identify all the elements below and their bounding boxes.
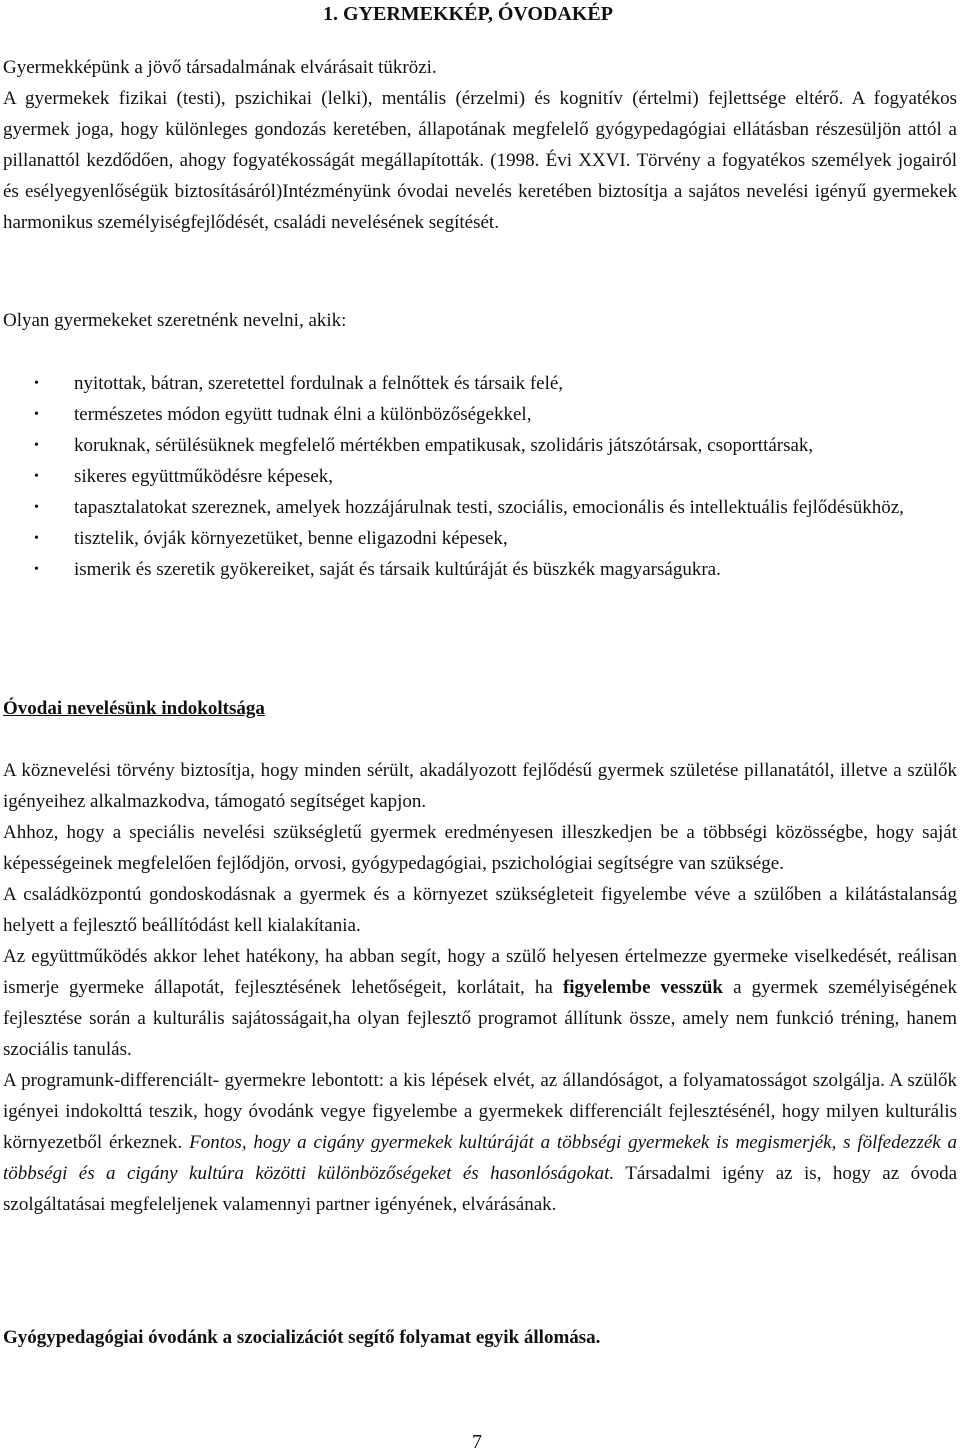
bullet-icon: • bbox=[34, 407, 39, 422]
paragraph-4-end: a gyermek személyiségének fejlesztése során a kulturális sajátosságait,ha olyan fejlesztő programot állítunk össze, amely nem funkció tréning, hanem szociális tanulás. bbox=[3, 977, 957, 1060]
list-item-text: koruknak, sérülésüknek megfelelő mértékben empatikusak, szolidáris játszótársak, csoporttársak, bbox=[74, 435, 814, 456]
chapter-title: 1. GYERMEKKÉP, ÓVODAKÉP bbox=[323, 3, 613, 25]
bullet-icon: • bbox=[34, 469, 39, 484]
section-paragraph-1: A köznevelési törvény biztosítja, hogy minden sérült, akadályozott fejlődésű gyermek születése pillanatától, illetve a szülők igényeihez alkalmazkodva, támogató segítséget kapjon. bbox=[3, 760, 957, 812]
section-paragraph-3: A családközpontú gondoskodásnak a gyermek és a környezet szükségleteit figyelembe véve a szülőben a kilátástalanság helyett a fejlesztő beállítódást kell kialakítania. bbox=[3, 884, 957, 936]
traits-list bbox=[3, 368, 957, 585]
paragraph-5-start: A programunk-differenciált- gyermekre lebontott: a kis lépések elvét, az állandóságot, a folyamatosságot szolgálja. A szülők igényei indokolttá teszik, hogy óvodánk vegye figyelembe a gyermekek differenciált fejlesztésénél, hogy milyen kulturális környezetből érkeznek. bbox=[3, 1070, 957, 1153]
closing-statement: Gyógypedagógiai óvodánk a szocializációt segítő folyamat egyik állomása. bbox=[3, 1327, 601, 1348]
list-item-text: tapasztalatokat szereznek, amelyek hozzájárulnak testi, szociális, emocionális és intellektuális fejlődésükhöz, bbox=[74, 497, 904, 518]
list-item-text: ismerik és szeretik gyökereiket, saját és társaik kultúráját és büszkék magyarságukra. bbox=[74, 559, 721, 580]
list-item bbox=[3, 399, 957, 430]
paragraph-5-end: Társadalmi igény az is, hogy az óvoda szolgáltatásai megfeleljenek valamennyi partner igényének, elvárásának. bbox=[3, 1163, 957, 1215]
list-item bbox=[3, 554, 957, 585]
intro-paragraph bbox=[3, 52, 957, 238]
paragraph-5-italic: Fontos, hogy a cigány gyermekek kultúráját a többségi gyermekek is megismerjék, s fölfedezzék a többségi és a cigány kultúra közötti különbözőségeket és hasonlóságokat. bbox=[3, 1132, 957, 1184]
list-item bbox=[3, 430, 957, 461]
bullet-icon: • bbox=[34, 376, 39, 391]
bullet-icon: • bbox=[34, 438, 39, 453]
bullet-icon: • bbox=[34, 500, 39, 515]
list-item bbox=[3, 492, 957, 523]
section-heading: Óvodai nevelésünk indokoltsága bbox=[3, 698, 265, 719]
traits-lead: Olyan gyermekeket szeretnénk nevelni, akik: bbox=[3, 310, 347, 331]
intro-text: A gyermekek fizikai (testi), pszichikai (lelki), mentális (érzelmi) és kognitív (értelmi) fejlettsége eltérő. A fogyatékos gyermek joga, hogy különleges gondozás keretében, állapotának megfelelő gyógypedagógiai ellátásban részesüljön attól a pillanattól kezdődően, ahogy fogyatékosságát megállapították. (1998. Évi XXVI. Törvény a fogyatékos személyek jogairól és esélyegyenlőségük biztosításáról)Intézményünk óvodai nevelés keretében biztosítja a sajátos nevelési igényű gyermekek harmonikus személyiségfejlődését, családi nevelésének segítését. bbox=[3, 88, 957, 233]
bullet-icon: • bbox=[34, 562, 39, 577]
list-item bbox=[3, 461, 957, 492]
list-item-text: tisztelik, óvják környezetüket, benne eligazodni képesek, bbox=[74, 528, 508, 549]
section-paragraph-5 bbox=[3, 1065, 957, 1220]
list-item-text: nyitottak, bátran, szeretettel fordulnak a felnőttek és társaik felé, bbox=[74, 373, 564, 394]
bullet-icon: • bbox=[34, 531, 39, 546]
section-paragraph-4 bbox=[3, 941, 957, 1065]
list-item bbox=[3, 368, 957, 399]
page-number: 7 bbox=[472, 1431, 482, 1453]
paragraph-4-bold: figyelembe vesszük bbox=[562, 977, 723, 998]
list-item bbox=[3, 523, 957, 554]
paragraph-4-start: Az együttműködés akkor lehet hatékony, ha abban segít, hogy a szülő helyesen értelmezze gyermeke viselkedését, reálisan ismerje gyermeke állapotát, fejlesztésének lehetőségeit, korlátait, ha bbox=[3, 946, 957, 998]
section-body bbox=[3, 755, 957, 1220]
intro-first-line: Gyermekképünk a jövő társadalmának elvárásait tükrözi. bbox=[3, 57, 437, 78]
list-item-text: sikeres együttműködésre képesek, bbox=[74, 466, 334, 487]
list-item-text: természetes módon együtt tudnak élni a különbözőségekkel, bbox=[74, 404, 532, 425]
section-paragraph-2: Ahhoz, hogy a speciális nevelési szükségletű gyermek eredményesen illeszkedjen be a többségi közösségbe, hogy saját képességeinek megfelelően fejlődjön, orvosi, gyógypedagógiai, pszichológiai segítségre van szüksége. bbox=[3, 822, 957, 874]
